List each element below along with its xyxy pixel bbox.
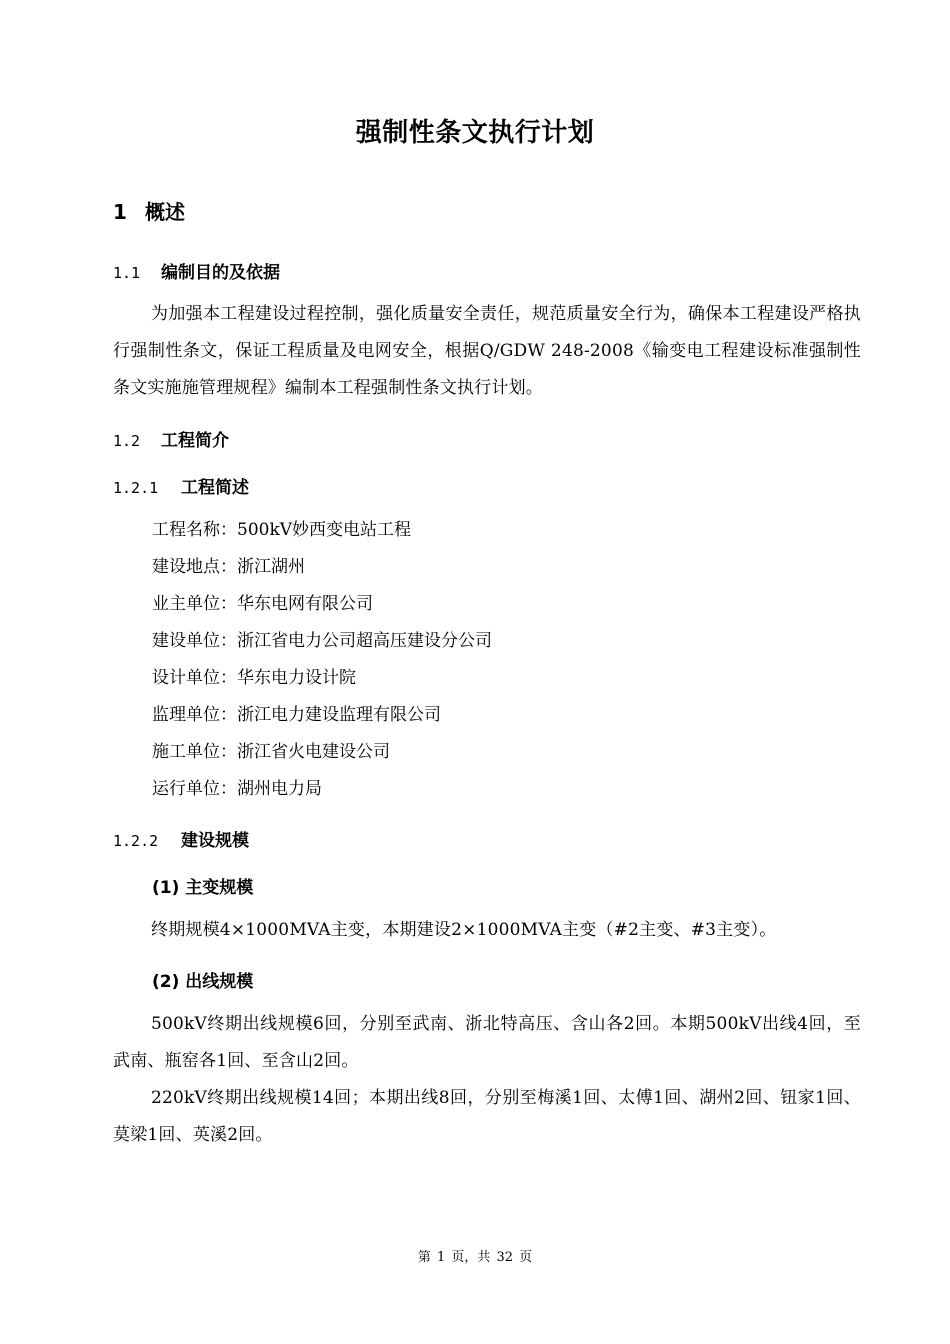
section-label: 建设规模: [181, 831, 249, 851]
section-number: 1.2.2: [113, 832, 159, 850]
construction-unit-line: 建设单位：浙江省电力公司超高压建设分公司: [152, 631, 492, 651]
section-number: 1: [113, 200, 127, 224]
operation-unit-line: 运行单位：湖州电力局: [152, 779, 322, 799]
section-1-2-heading: [113, 426, 229, 451]
section-1-1-heading: [113, 258, 280, 283]
section-label: 编制目的及依据: [161, 263, 280, 283]
project-name-line: 工程名称：500kV妙西变电站工程: [152, 520, 412, 540]
document-title: 强制性条文执行计划: [355, 118, 595, 148]
section-number: 1.2: [113, 432, 141, 450]
220kv-lines-paragraph: 220kV终期出线规模14回；本期出线8回，分别至梅溪1回、太傅1回、湖州2回、钮家1回、莫梁1回、英溪2回。: [113, 1088, 861, 1145]
owner-unit-line: 业主单位：华东电网有限公司: [152, 594, 373, 614]
section-number: 1.2.1: [113, 479, 159, 497]
transformer-scale-heading: (1) 主变规模: [152, 878, 254, 898]
section-1-heading: [113, 196, 185, 225]
section-number: 1.1: [113, 264, 141, 282]
design-unit-line: 设计单位：华东电力设计院: [152, 668, 356, 688]
contractor-unit-line: 施工单位：浙江省火电建设公司: [152, 742, 390, 762]
section-1-2-1-heading: [113, 473, 249, 498]
transformer-scale-paragraph: 终期规模4×1000MVA主变，本期建设2×1000MVA主变（#2主变、#3主变）。: [151, 920, 777, 940]
construction-site-line: 建设地点：浙江湖州: [152, 557, 305, 577]
500kv-lines-paragraph: 500kV终期出线规模6回，分别至武南、浙北特高压、含山各2回。本期500kV出线4回，至武南、瓶窑各1回、至含山2回。: [113, 1014, 861, 1071]
section-label: 工程简介: [161, 431, 229, 451]
section-label: 概述: [145, 200, 185, 224]
page-footer: 第 1 页，共 32 页: [417, 1250, 533, 1265]
section-1-2-2-heading: [113, 826, 249, 851]
section-label: 工程简述: [181, 478, 249, 498]
supervision-unit-line: 监理单位：浙江电力建设监理有限公司: [152, 705, 441, 725]
purpose-paragraph: 为加强本工程建设过程控制，强化质量安全责任，规范质量安全行为，确保本工程建设严格执行强制性条文，保证工程质量及电网安全，根据Q/GDW 248-2008《输变电工程建设标准强制性条文实施施管理规程》编制本工程强制性条文执行计划。: [113, 304, 861, 398]
outgoing-line-scale-heading: (2) 出线规模: [152, 972, 254, 992]
